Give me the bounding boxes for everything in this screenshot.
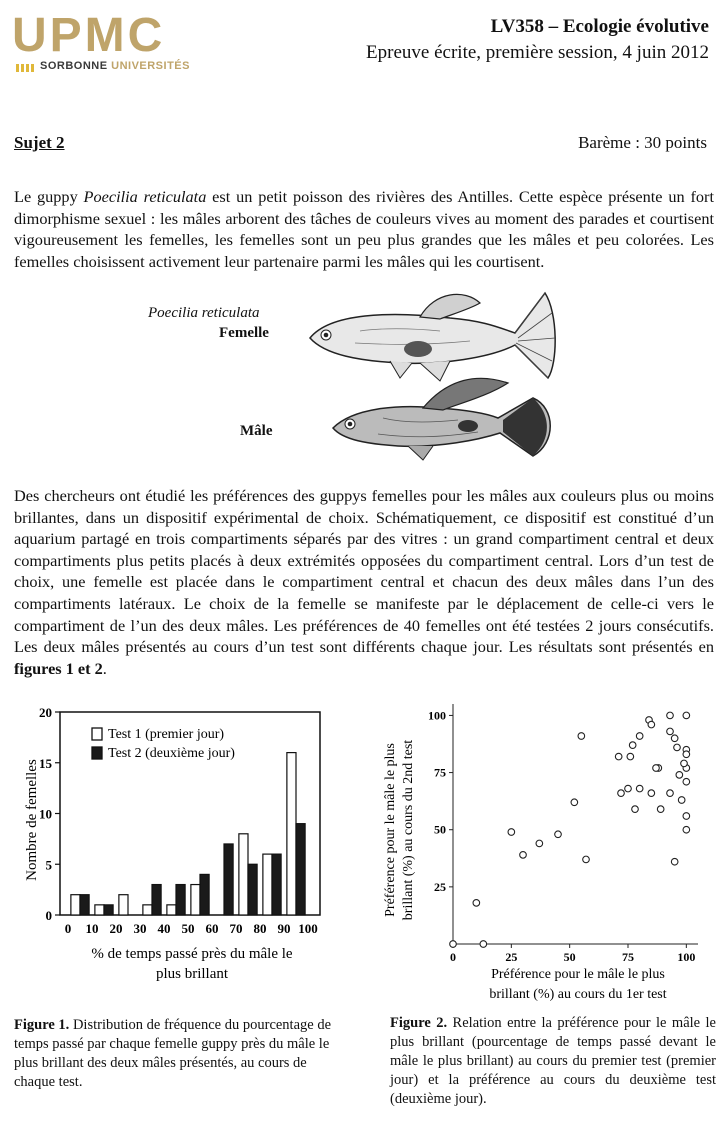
fig2-xtick-label: 0 xyxy=(450,950,456,964)
fig2-caption-text: Relation entre la préférence pour le mâle le plus brillant (pourcentage de temps passé devant le mâle le plus brillant) au cours du premier test (premier jour) et la préférence au cours du deuxième test (deuxième jour). xyxy=(390,1015,716,1107)
fig1-bar-test1 xyxy=(263,854,272,915)
fig2-point xyxy=(625,785,632,792)
method-text: Des chercheurs ont étudié les préférences des guppys femelles pour les mâles aux couleurs plus ou moins brillantes, dans un dispositif expérimental de choix. Schématiquement, ce dispositif est constitué d’un aquarium partagé en trois compartiments séparés par des vitres : un grand compartiment central et deux compartiments plus petits placés à deux extrémités opposées du compartiment central. Lors d’un test de choix, une femelle est placée dans le compartiment central et chacun des deux mâles dans l’un des compartiments latéraux. Le choix de la femelle se manifeste par le déplacement de celle-ci vers le compartiment de l’un des deux mâles. Les préférences de 40 femelles ont été testées 2 jours consécutifs. Les deux mâles présentés au cours d’un test sont différents chaque jour. Les résultats sont présentés en xyxy=(14,486,714,657)
figure1-caption xyxy=(14,1016,344,1092)
fig2-point xyxy=(629,742,636,749)
fig2-point xyxy=(632,806,639,813)
method-end: . xyxy=(102,658,107,678)
method-paragraph xyxy=(14,485,714,679)
fig2-point xyxy=(583,856,590,863)
fig2-point xyxy=(571,799,578,806)
intro-part-1: Le guppy xyxy=(14,187,84,206)
fig1-bar-test2 xyxy=(200,874,209,915)
fig1-bar-test2 xyxy=(272,854,281,915)
fig2-point xyxy=(683,778,690,785)
fig2-ytick-label: 50 xyxy=(434,822,446,837)
fig1-xtick-label: 90 xyxy=(277,921,291,936)
fig1-xtick-label: 70 xyxy=(229,921,243,936)
fig1-xtick-label: 20 xyxy=(109,921,123,936)
fig1-bar-test2 xyxy=(152,885,161,915)
fig2-point xyxy=(636,785,643,792)
fig1-ytick-label: 0 xyxy=(45,908,52,923)
fig1-xlabel-1: % de temps passé près du mâle le xyxy=(91,946,293,962)
fig1-bar-test1 xyxy=(287,753,296,915)
fig2-point xyxy=(667,712,674,719)
fig2-point xyxy=(683,813,690,820)
fig1-xtick-label: 50 xyxy=(181,921,195,936)
fig1-bar-test2 xyxy=(176,885,185,915)
male-guppy-drawing xyxy=(328,368,558,463)
fig1-bar-test2 xyxy=(296,824,305,915)
logo-sub-1: SORBONNE xyxy=(40,60,108,72)
fig2-caption-label: Figure 2. xyxy=(390,1015,448,1031)
fig2-ytick-label: 100 xyxy=(428,708,446,723)
fig2-xlabel-2: brillant (%) au cours du 1er test xyxy=(489,987,667,1002)
fig2-ylabel-2: brillant (%) au cours du 2nd test xyxy=(401,739,416,921)
fig2-point xyxy=(657,806,664,813)
fig2-point xyxy=(653,765,660,772)
fig1-xtick-label: 30 xyxy=(133,921,147,936)
fig1-caption-label: Figure 1. xyxy=(14,1017,70,1033)
fig2-point xyxy=(667,790,674,797)
species-label xyxy=(148,305,260,322)
species-name: Poecilia reticulata xyxy=(148,305,260,321)
fig1-bar-test1 xyxy=(239,834,248,915)
male-label: Mâle xyxy=(240,423,273,439)
fig1-xtick-label: 40 xyxy=(157,921,171,936)
fig2-point xyxy=(674,744,681,751)
fig1-legend-1: Test 1 (premier jour) xyxy=(108,727,225,742)
exam-subtitle: Epreuve écrite, première session, 4 juin 2012 xyxy=(366,42,709,63)
fig2-point xyxy=(676,772,683,779)
intro-paragraph xyxy=(14,186,714,272)
fig2-point xyxy=(678,797,685,804)
fig2-point xyxy=(450,941,457,948)
fig2-point xyxy=(671,735,678,742)
fig2-xtick-label: 100 xyxy=(677,950,696,964)
fig1-bar-test1 xyxy=(167,905,176,915)
fig1-bar-test1 xyxy=(71,895,80,915)
logo-subtitle xyxy=(40,60,190,72)
fig2-point xyxy=(683,712,690,719)
fig1-xtick-label: 80 xyxy=(253,921,267,936)
fig1-xtick-label: 100 xyxy=(298,921,318,936)
fig2-ytick-label: 75 xyxy=(434,765,446,780)
logo-bars-icon xyxy=(16,62,40,72)
fig2-point xyxy=(636,733,643,740)
fig1-bar-test1 xyxy=(119,895,128,915)
fig2-point xyxy=(627,753,634,760)
fig2-point xyxy=(618,790,625,797)
logo-sub-2: UNIVERSITÉS xyxy=(111,60,190,72)
intro-part-2: est un petit poisson des rivières des Antilles. Cette espèce présente un fort dimorphisme sexuel : les mâles arborent des tâches de couleurs vives au moment des parades et courtisent vigoureusement les femelles, les femelles sont un peu plus grandes que les mâles et peu colorées. Les femelles choisissent activement leur partenaire parmi les mâles qui les courtisent. xyxy=(14,187,714,271)
fig2-point xyxy=(578,733,585,740)
fig1-xlabel-2: plus brillant xyxy=(155,966,229,982)
upmc-logo: UPMC xyxy=(12,9,166,62)
fig2-xlabel-1: Préférence pour le mâle le plus xyxy=(491,967,665,982)
fig1-xtick-label: 60 xyxy=(205,921,219,936)
fig1-legend-swatch-2 xyxy=(92,747,102,759)
fig1-bar-test2 xyxy=(80,895,89,915)
figure2-caption xyxy=(390,1014,716,1109)
fig1-ylabel: Nombre de femelles xyxy=(24,759,40,881)
fig2-point xyxy=(671,858,678,865)
fig2-xtick-label: 50 xyxy=(563,950,576,964)
fig1-ytick-label: 5 xyxy=(45,857,52,873)
fig2-point xyxy=(683,751,690,758)
fig1-xtick-label: 10 xyxy=(85,921,99,936)
fig2-point xyxy=(520,852,527,859)
fig1-bar-test1 xyxy=(191,885,200,915)
fig2-point xyxy=(667,728,674,735)
fig1-xtick-label: 0 xyxy=(64,921,72,936)
fig2-ytick-label: 25 xyxy=(434,879,446,894)
fig1-bar-test2 xyxy=(224,844,233,915)
fig2-point xyxy=(536,840,543,847)
fig1-ytick-label: 10 xyxy=(39,806,52,822)
fig2-point xyxy=(480,941,487,948)
fig1-bar-test2 xyxy=(104,905,113,915)
fig2-point xyxy=(508,829,515,836)
fig2-point xyxy=(473,900,480,907)
fig1-ytick-label: 15 xyxy=(39,755,52,771)
fig2-point xyxy=(648,790,655,797)
fig2-point xyxy=(681,760,688,767)
fig2-point xyxy=(683,826,690,833)
method-figures-ref: figures 1 et 2 xyxy=(14,658,103,678)
fig1-caption-text: Distribution de fréquence du pourcentage de temps passé par chaque femelle guppy près du mâle le plus brillant des deux mâles présentés, au cours de chaque test. xyxy=(14,1017,332,1090)
fig1-legend-swatch-1 xyxy=(92,728,102,740)
intro-species: Poecilia reticulata xyxy=(83,187,207,206)
fig2-point xyxy=(555,831,562,838)
fig2-point xyxy=(648,721,655,728)
fig1-bar-test1 xyxy=(95,905,104,915)
fig1-legend-2: Test 2 (deuxième jour) xyxy=(108,746,235,761)
subject-title: Sujet 2 xyxy=(14,133,65,152)
bareme: Barème : 30 points xyxy=(578,133,707,152)
course-title: LV358 – Ecologie évolutive xyxy=(490,16,709,37)
fig2-point xyxy=(615,753,622,760)
fig2-ylabel-1: Préférence pour le mâle le plus xyxy=(383,743,398,917)
fig1-bar-test2 xyxy=(248,864,257,915)
figure2-chart xyxy=(370,700,723,1010)
fig1-bar-test1 xyxy=(143,905,152,915)
fig2-xtick-label: 75 xyxy=(622,950,634,964)
female-label: Femelle xyxy=(219,325,269,341)
fig2-xtick-label: 25 xyxy=(505,950,518,964)
fig1-ytick-label: 20 xyxy=(39,705,52,720)
figure1-chart xyxy=(0,700,360,1000)
